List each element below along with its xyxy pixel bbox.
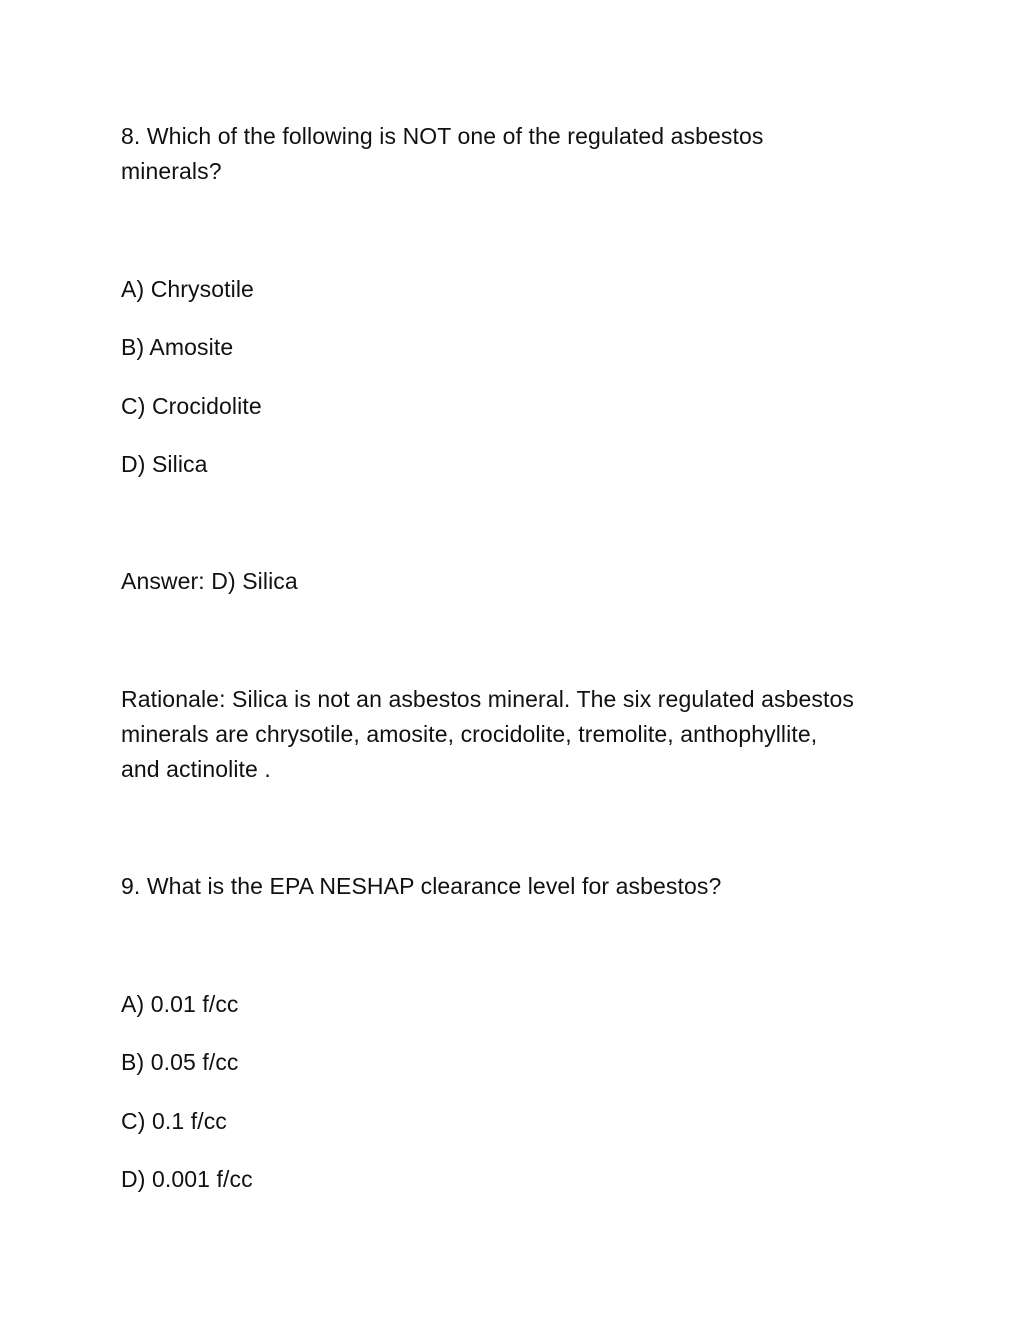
question-8-rationale-line-2: minerals are chrysotile, amosite, crocidolite, tremolite, anthophyllite, [121,721,818,747]
question-9-text: 9. What is the EPA NESHAP clearance level for asbestos? [121,873,722,899]
question-9-option-c: C) 0.1 f/cc [121,1108,227,1134]
question-8-option-d: D) Silica [121,451,208,477]
question-8-option-c: C) Crocidolite [121,393,262,419]
question-8-option-a: A) Chrysotile [121,276,254,302]
question-8-answer: Answer: D) Silica [121,568,298,594]
question-8-option-b: B) Amosite [121,334,234,360]
question-8-text-line-1: 8. Which of the following is NOT one of the regulated asbestos [121,123,764,149]
question-9-option-b: B) 0.05 f/cc [121,1049,239,1075]
question-8-rationale-line-1: Rationale: Silica is not an asbestos mineral. The six regulated asbestos [121,686,854,712]
question-9-option-d: D) 0.001 f/cc [121,1166,253,1192]
question-8-rationale-line-3: and actinolite . [121,756,271,782]
question-8-text-line-2: minerals? [121,158,222,184]
question-9-option-a: A) 0.01 f/cc [121,991,239,1017]
